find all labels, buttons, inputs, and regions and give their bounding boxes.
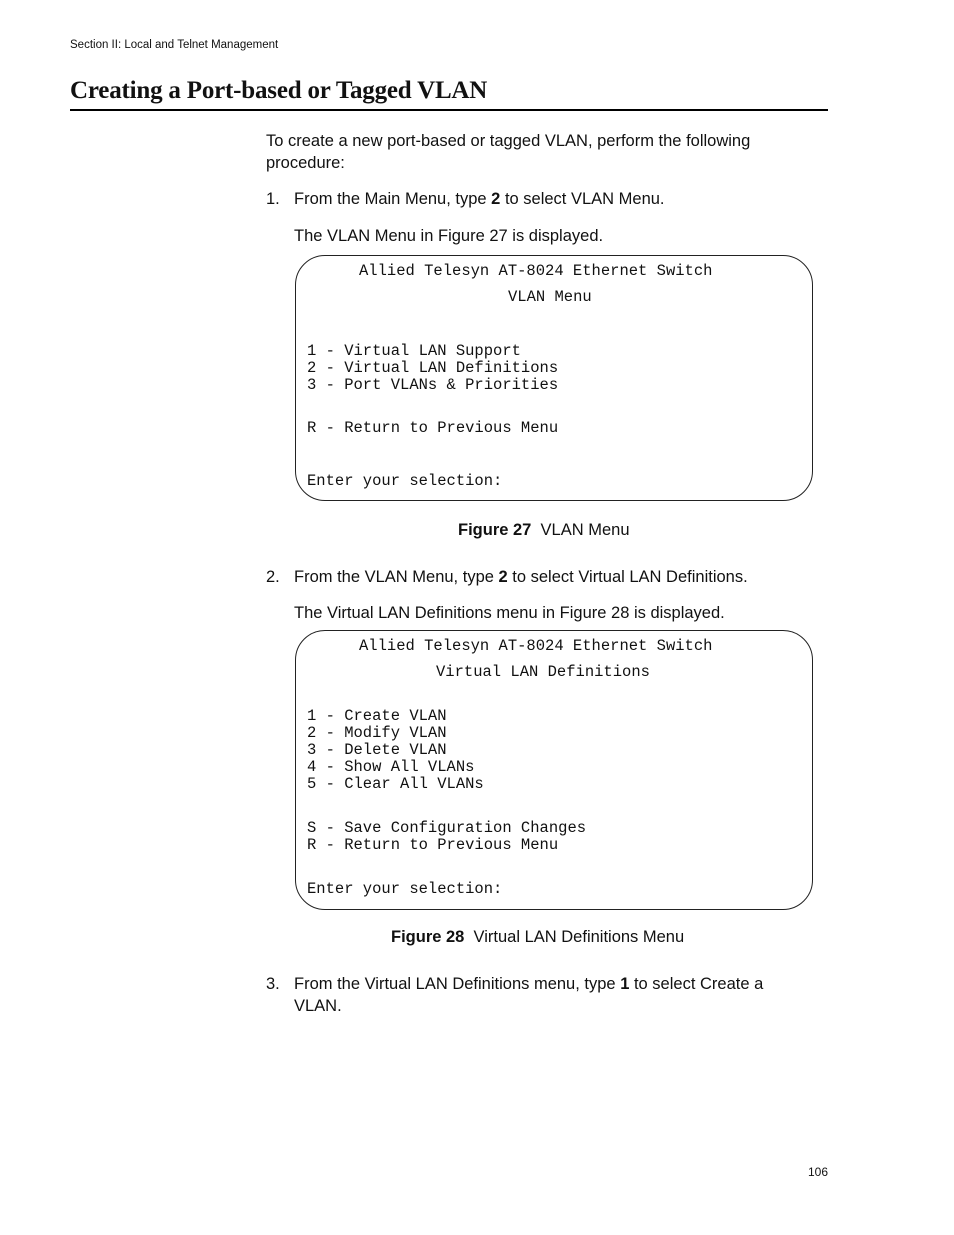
step-number: 1. — [266, 190, 280, 208]
figure-27-caption — [458, 521, 630, 540]
step-text: From the VLAN Menu, type 2 to select Virtual LAN Definitions. — [294, 568, 748, 586]
step-text: From the Virtual LAN Definitions menu, type 1 to select Create a VLAN. — [294, 975, 764, 1015]
selection-prompt: Enter your selection: — [307, 880, 503, 898]
caption-label: Figure 28 — [391, 928, 465, 946]
step-number: 2. — [266, 568, 280, 586]
menu-option: 5 - Clear All VLANs — [307, 775, 484, 793]
caption-text: Virtual LAN Definitions Menu — [473, 928, 685, 946]
menu-option: 3 - Port VLANs & Priorities — [307, 376, 559, 394]
menu-title: VLAN Menu — [508, 288, 592, 306]
menu-option: 4 - Show All VLANs — [307, 758, 475, 776]
menu-option: 3 - Delete VLAN — [307, 741, 447, 759]
intro-paragraph: To create a new port-based or tagged VLAN, perform the following procedure: — [266, 132, 751, 172]
device-name: Allied Telesyn AT-8024 Ethernet Switch — [359, 262, 713, 280]
terminal-figure-28 — [295, 630, 813, 910]
key-value: 1 — [620, 975, 630, 993]
caption-label: Figure 27 — [458, 521, 532, 539]
menu-option-return: R - Return to Previous Menu — [307, 836, 559, 854]
step-text: From the Main Menu, type 2 to select VLAN Menu. — [294, 190, 665, 208]
key-value: 2 — [491, 190, 501, 208]
caption-text: VLAN Menu — [540, 521, 630, 539]
menu-option: 1 - Create VLAN — [307, 707, 447, 725]
title-rule — [70, 109, 828, 111]
device-name: Allied Telesyn AT-8024 Ethernet Switch — [359, 637, 713, 655]
menu-option-save: S - Save Configuration Changes — [307, 819, 587, 837]
menu-option: 1 - Virtual LAN Support — [307, 342, 521, 360]
running-header: Section II: Local and Telnet Management — [70, 39, 279, 51]
page-number: 106 — [808, 1165, 829, 1179]
menu-title: Virtual LAN Definitions — [436, 663, 650, 681]
page-title: Creating a Port-based or Tagged VLAN — [70, 77, 488, 104]
step-2-result: The Virtual LAN Definitions menu in Figure 28 is displayed. — [294, 604, 725, 622]
menu-option-return: R - Return to Previous Menu — [307, 419, 559, 437]
step-1-result: The VLAN Menu in Figure 27 is displayed. — [294, 227, 604, 245]
step-number: 3. — [266, 975, 280, 993]
key-value: 2 — [498, 568, 508, 586]
menu-option: 2 - Modify VLAN — [307, 724, 447, 742]
menu-option: 2 - Virtual LAN Definitions — [307, 359, 559, 377]
terminal-figure-27 — [295, 255, 813, 501]
selection-prompt: Enter your selection: — [307, 472, 503, 490]
figure-28-caption — [391, 928, 684, 947]
